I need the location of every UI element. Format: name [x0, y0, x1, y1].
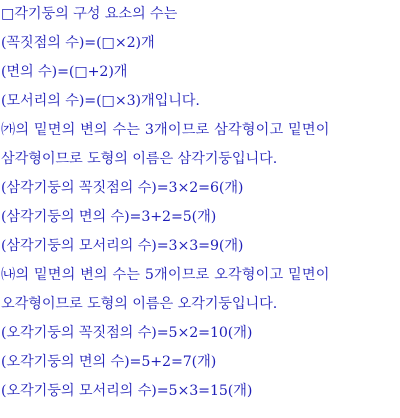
line-pentagonal-faces: (오각기둥의 면의 수)=5+2=7(개)	[1, 354, 217, 370]
line-ga-base-explanation: ㈎의 밑면의 변의 수는 3개이므로 삼각형이고 밑면이	[1, 122, 330, 138]
line-triangular-edges: (삼각기둥의 모서리의 수)=3×3=9(개)	[1, 238, 244, 254]
line-pentagonal-vertices: (오각기둥의 꼭짓점의 수)=5×2=10(개)	[1, 325, 253, 341]
line-na-base-explanation: ㈏의 밑면의 변의 수는 5개이므로 오각형이고 밑면이	[1, 267, 330, 283]
line-general-edges-formula: (모서리의 수)=(□×3)개입니다.	[1, 93, 200, 109]
line-pentagonal-edges: (오각기둥의 모서리의 수)=5×3=15(개)	[1, 383, 253, 399]
line-general-faces-formula: (면의 수)=(□+2)개	[1, 64, 128, 80]
line-triangular-vertices: (삼각기둥의 꼭짓점의 수)=3×2=6(개)	[1, 180, 244, 196]
line-ga-prism-name: 삼각형이므로 도형의 이름은 삼각기둥입니다.	[1, 151, 278, 167]
line-prism-components-intro: □각기둥의 구성 요소의 수는	[1, 6, 178, 22]
line-general-vertices-formula: (꼭짓점의 수)=(□×2)개	[1, 35, 155, 51]
line-na-prism-name: 오각형이므로 도형의 이름은 오각기둥입니다.	[1, 296, 278, 312]
line-triangular-faces: (삼각기둥의 면의 수)=3+2=5(개)	[1, 209, 217, 225]
